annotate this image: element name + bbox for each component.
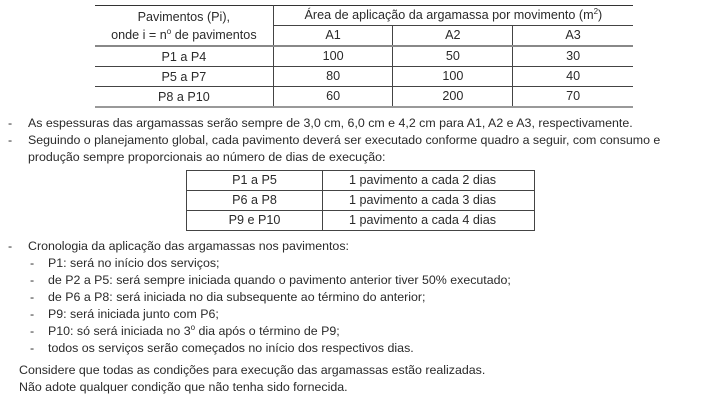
cell-a1: 100 — [273, 46, 393, 67]
cell-a3: 40 — [513, 67, 633, 87]
sub-bullet-text: de P6 a P8: será iniciada no dia subsequente ao término do anterior; — [48, 290, 426, 304]
table-row — [187, 211, 535, 231]
bullet-text: As espessuras das argamassas serão sempre de 3,0 cm, 6,0 cm e 4,2 cm para A1, A2 e A3, respectivamente. — [28, 116, 633, 130]
table-row — [95, 87, 633, 108]
bullet-dash: - — [30, 324, 35, 338]
closing-line-1: Considere que todas as condições para execução das argamassas estão realizadas. — [19, 363, 486, 377]
bullet-dash: - — [8, 116, 13, 130]
sub-bullet — [30, 306, 219, 323]
row-label: P6 a P8 — [187, 191, 323, 211]
sub-bullet-text: de P2 a P5: será sempre iniciada quando o pavimento anterior tiver 50% executado; — [48, 273, 511, 287]
cell-a1: 60 — [273, 87, 393, 108]
row-label: P9 e P10 — [187, 211, 323, 231]
sub-bullet — [30, 272, 511, 289]
cell-a2: 100 — [393, 67, 513, 87]
row-label: P5 a P7 — [95, 67, 273, 87]
row-label: P1 a P5 — [187, 171, 323, 191]
row-value: 1 pavimento a cada 3 dias — [323, 191, 535, 211]
bullet-cronologia — [8, 238, 349, 255]
bullet-text-continuation: produção sempre proporcionais ao número de dias de execução: — [28, 150, 386, 164]
row-value: 1 pavimento a cada 4 dias — [323, 211, 535, 231]
cell-a2: 50 — [393, 46, 513, 67]
row-label: P1 a P4 — [95, 46, 273, 67]
bullet-dash: - — [8, 239, 13, 253]
sub-bullet-text: P9: será iniciada junto com P6; — [48, 307, 219, 321]
table-row — [187, 191, 535, 211]
schedule-table — [186, 170, 535, 231]
bullet-text: Cronologia da aplicação das argamassas nos pavimentos: — [28, 239, 349, 253]
sub-bullet — [30, 323, 340, 340]
bullet-dash: - — [30, 307, 35, 321]
sub-bullet — [30, 340, 414, 357]
row-value: 1 pavimento a cada 2 dias — [323, 171, 535, 191]
subheader-a2: A2 — [393, 26, 513, 47]
subheader-a3: A3 — [513, 26, 633, 47]
bullet-text: Seguindo o planejamento global, cada pavimento deverá ser executado conforme quadro a seguir, com consumo e — [28, 133, 661, 147]
bullet-dash: - — [30, 256, 35, 270]
cell-a3: 30 — [513, 46, 633, 67]
sub-bullet-text: P1: será no início dos serviços; — [48, 256, 220, 270]
bullet-dash: - — [30, 273, 35, 287]
bullet-dash: - — [8, 133, 13, 147]
sub-bullet-text: todos os serviços serão começados no início dos respectivos dias. — [48, 341, 414, 355]
cell-a1: 80 — [273, 67, 393, 87]
cell-a2: 200 — [393, 87, 513, 108]
table-row — [187, 171, 535, 191]
table-row — [95, 67, 633, 87]
closing-line-2: Não adote qualquer condição que não tenha sido fornecida. — [19, 380, 348, 394]
bullet-dash: - — [30, 341, 35, 355]
bullet-planejamento — [8, 132, 660, 166]
bullet-dash: - — [30, 290, 35, 304]
sub-bullet — [30, 255, 220, 272]
area-table — [95, 5, 633, 108]
sub-bullet-text: P10: só será iniciada no 3$^o$ dia após o término de P9; — [48, 323, 340, 338]
header-pavimentos — [95, 6, 273, 47]
header-pavimentos-line1: Pavimentos (Pi), — [137, 9, 231, 24]
subheader-a1: A1 — [273, 26, 393, 47]
sub-bullet — [30, 289, 425, 306]
row-label: P8 a P10 — [95, 87, 273, 108]
header-pavimentos-line2: onde $i = n^o$ de pavimentos — [111, 26, 257, 42]
table-row — [95, 46, 633, 67]
bullet-espessuras — [8, 115, 633, 132]
header-area-group: Área de aplicação da argamassa por movimento $(m^2)$ — [273, 6, 633, 26]
cell-a3: 70 — [513, 87, 633, 108]
